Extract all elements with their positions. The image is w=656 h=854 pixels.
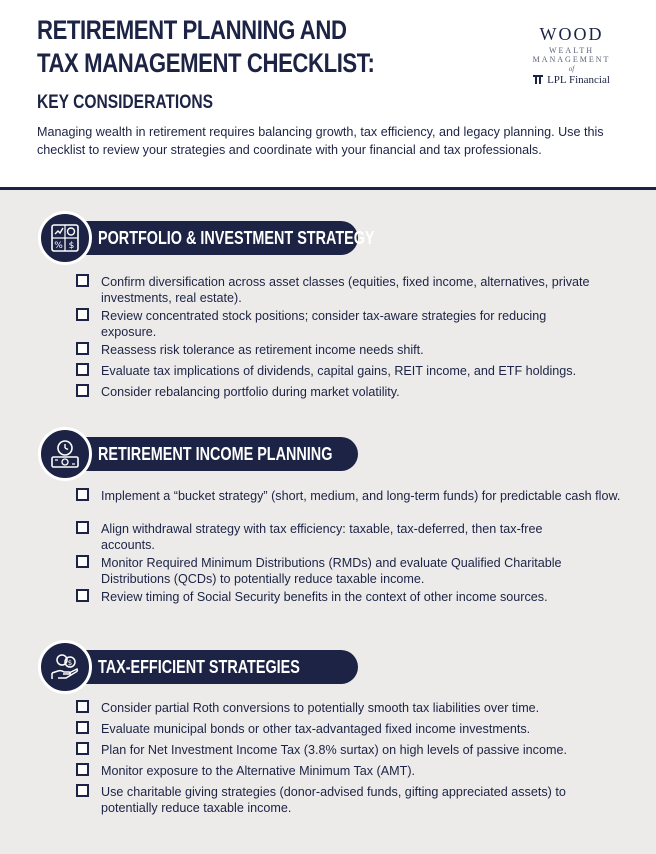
portfolio-chart-icon-graphic xyxy=(50,223,80,253)
checkbox[interactable] xyxy=(76,742,89,755)
item-text: Review timing of Social Security benefits in the context of other income sources. xyxy=(101,590,548,604)
logo-affiliate xyxy=(509,74,634,86)
title-line-1: RETIREMENT PLANNING AND xyxy=(37,15,347,45)
page-subtitle: KEY CONSIDERATIONS xyxy=(37,92,214,113)
item-text: Plan for Net Investment Income Tax (3.8% surtax) on high levels of passive income. xyxy=(101,743,567,757)
hand-coins-icon xyxy=(38,640,92,694)
list-item xyxy=(76,589,621,610)
item-text: Consider rebalancing portfolio during market volatility. xyxy=(101,385,400,399)
section-banner xyxy=(70,437,358,471)
company-logo xyxy=(509,24,634,86)
checkbox[interactable] xyxy=(76,521,89,534)
list-item xyxy=(76,308,561,342)
checkbox[interactable] xyxy=(76,784,89,797)
item-text: Use charitable giving strategies (donor-advised funds, gifting appreciated assets) to potentially reduce taxable income. xyxy=(101,785,566,815)
svg-text:$: $ xyxy=(67,659,73,667)
svg-text:$: $ xyxy=(68,241,75,251)
list-item xyxy=(76,342,621,363)
list-item xyxy=(76,555,601,589)
checklist xyxy=(76,700,621,818)
list-item xyxy=(76,763,621,784)
item-text: Confirm diversification across asset classes (equities, fixed income, alternatives, private investments, real estate). xyxy=(101,275,590,305)
section-title: PORTFOLIO & INVESTMENT STRATEGY xyxy=(98,228,375,248)
item-text: Monitor exposure to the Alternative Minimum Tax (AMT). xyxy=(101,764,416,778)
list-item xyxy=(76,488,631,521)
item-text: Monitor Required Minimum Distributions (RMDs) and evaluate Qualified Charitable Distributions (QCDs) to potentially reduce taxable income. xyxy=(101,556,562,586)
intro-text: Managing wealth in retirement requires balancing growth, tax efficiency, and legacy planning. Use this checklist to review your strategies and coordinate with your financial and tax professionals. xyxy=(37,125,604,157)
page-title xyxy=(37,14,374,80)
checkbox[interactable] xyxy=(76,308,89,321)
checkbox[interactable] xyxy=(76,589,89,602)
checkbox[interactable] xyxy=(76,763,89,776)
item-text: Align withdrawal strategy with tax efficiency: taxable, tax-deferred, then tax-free accounts. xyxy=(101,522,543,552)
logo-name: WOOD xyxy=(539,24,604,44)
checkbox[interactable] xyxy=(76,488,89,501)
page-header xyxy=(0,0,656,190)
checkbox[interactable] xyxy=(76,555,89,568)
checkbox[interactable] xyxy=(76,721,89,734)
checkbox[interactable] xyxy=(76,274,89,287)
item-text: Review concentrated stock positions; consider tax-aware strategies for reducing exposure. xyxy=(101,309,547,339)
checkbox[interactable] xyxy=(76,363,89,376)
list-item xyxy=(76,274,621,308)
section-title: RETIREMENT INCOME PLANNING xyxy=(98,444,333,464)
portfolio-chart-icon xyxy=(38,211,92,265)
list-item xyxy=(76,742,621,763)
list-item xyxy=(76,363,621,384)
lpl-mark-icon xyxy=(533,75,543,85)
item-text: Evaluate tax implications of dividends, capital gains, REIT income, and ETF holdings. xyxy=(101,364,577,378)
section-banner xyxy=(67,650,358,684)
item-text: Implement a “bucket strategy” (short, medium, and long-term funds) for predictable cash flow. xyxy=(101,489,621,503)
section-banner xyxy=(70,221,375,255)
list-item xyxy=(76,384,621,405)
clock-money-icon xyxy=(38,427,92,481)
item-text: Evaluate municipal bonds or other tax-advantaged fixed income investments. xyxy=(101,722,531,736)
section-title: TAX-EFFICIENT STRATEGIES xyxy=(98,657,300,677)
item-text: Reassess risk tolerance as retirement income needs shift. xyxy=(101,343,424,357)
logo-affiliate-text: LPL Financial xyxy=(547,74,610,86)
checkbox[interactable] xyxy=(76,700,89,713)
checklist xyxy=(76,274,621,405)
list-item xyxy=(76,700,621,721)
checkbox[interactable] xyxy=(76,342,89,355)
hand-coins-icon-graphic xyxy=(49,651,81,683)
svg-text:%: % xyxy=(54,241,63,251)
logo-of: of xyxy=(568,65,575,73)
logo-subtitle: WEALTH MANAGEMENT xyxy=(532,46,611,64)
title-line-2: TAX MANAGEMENT CHECKLIST: xyxy=(37,48,375,78)
clock-money-icon-graphic xyxy=(49,438,81,470)
list-item xyxy=(76,521,571,555)
checklist xyxy=(76,488,631,610)
checkbox[interactable] xyxy=(76,384,89,397)
list-item xyxy=(76,721,621,742)
list-item xyxy=(76,784,621,818)
item-text: Consider partial Roth conversions to potentially smooth tax liabilities over time. xyxy=(101,701,540,715)
